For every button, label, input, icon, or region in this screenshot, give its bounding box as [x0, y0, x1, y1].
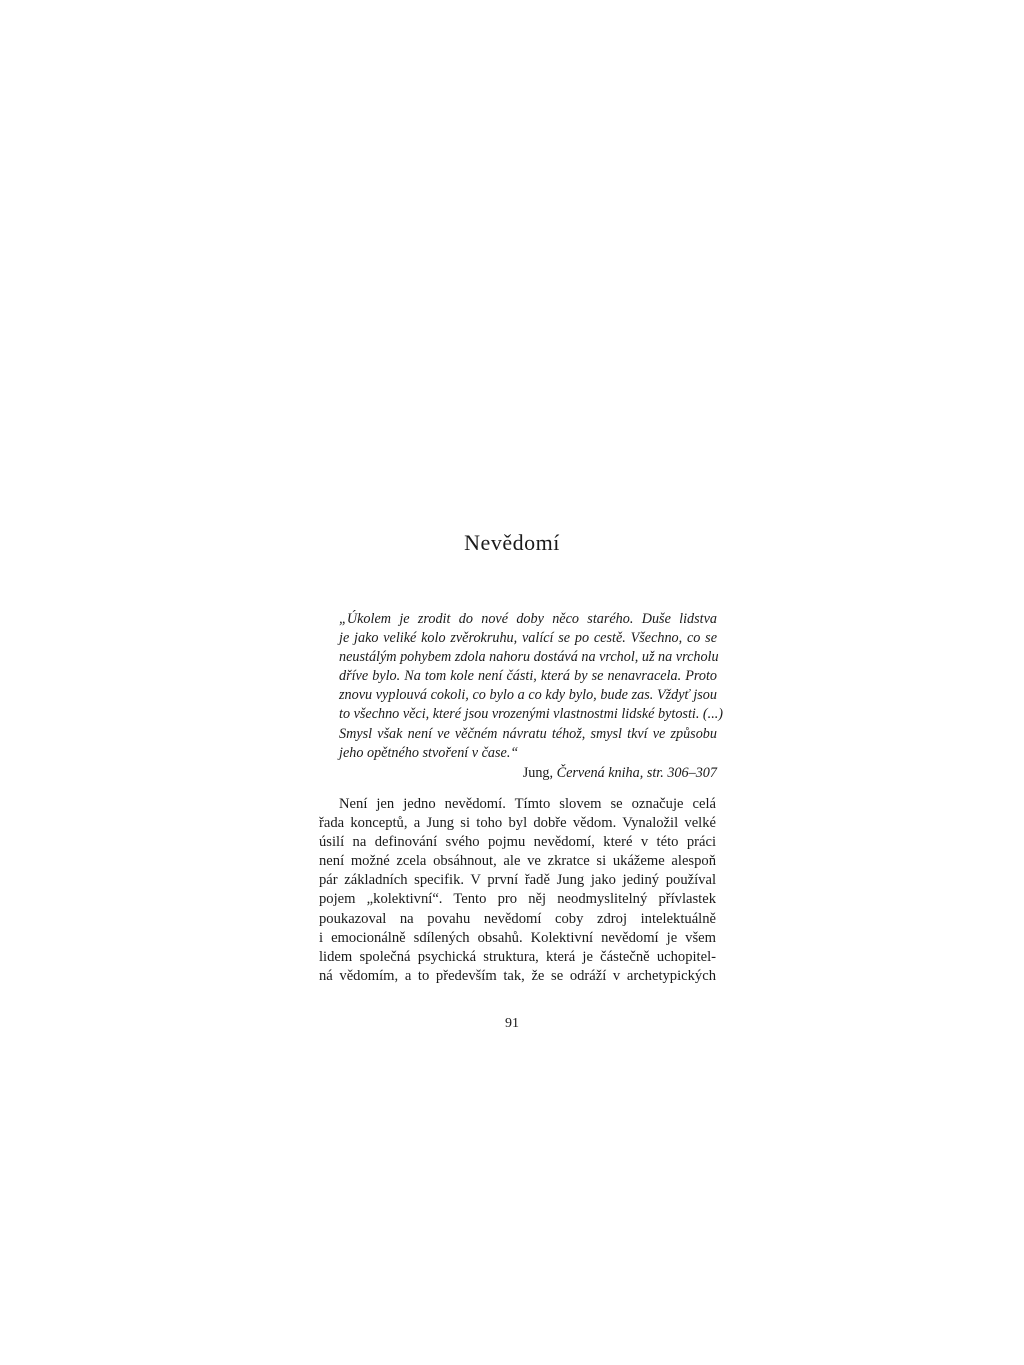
body-line: i emocionálně sdílených obsahů. Kolektivní nevědomí je všem	[319, 929, 716, 946]
body-line: není možné zcela obsáhnout, ale ve zkratce si ukážeme alespoň	[319, 853, 716, 870]
epigraph-attribution	[339, 764, 717, 783]
body-line: ná vědomím, a to především tak, že se odráží v archetypických	[319, 967, 716, 984]
body-line: pojem „kolektivní“. Tento pro něj neodmyslitelný přívlastek	[319, 891, 716, 908]
epigraph	[339, 610, 724, 783]
chapter-title: Nevědomí	[464, 530, 560, 555]
epigraph-line: neustálým pohybem zdola nahoru dostává na vrchol, už na vrcholu	[339, 649, 719, 666]
body-line: lidem společná psychická struktura, která je částečně uchopitel-	[319, 948, 716, 965]
body-line: Není jen jedno nevědomí. Tímto slovem se označuje celá	[339, 796, 716, 812]
body-paragraph	[319, 795, 716, 986]
attribution-author: Jung,	[522, 764, 554, 781]
body-line: pár základních specifik. V první řadě Jung jako jediný používal	[319, 872, 716, 889]
epigraph-line: je jako veliké kolo zvěrokruhu, valící se po cestě. Všechno, co se	[339, 630, 717, 647]
attribution-source: Červená kniha, str. 306–307	[556, 764, 717, 781]
epigraph-line: dříve bylo. Na tom kole není části, která by se nenavracela. Proto	[339, 668, 717, 685]
epigraph-line: znovu vyplouvá cokoli, co bylo a co kdy bylo, bude zas. Vždyť jsou	[339, 687, 717, 704]
body-line: poukazoval na povahu nevědomí coby zdroj intelektuálně	[319, 910, 716, 927]
epigraph-line: to všechno věci, které jsou vrozenými vlastnostmi lidské bytosti. (...)	[339, 706, 724, 723]
epigraph-line: Smysl však není ve věčném návratu téhož, smysl tkví ve způsobu	[339, 725, 717, 742]
epigraph-line: jeho opětného stvoření v čase.“	[339, 744, 519, 761]
body-line: řada konceptů, a Jung si toho byl dobře vědom. Vynaložil velké	[319, 815, 716, 832]
epigraph-line: „Úkolem je zrodit do nové doby něco starého. Duše lidstva	[339, 611, 717, 627]
body-line: úsilí na definování svého pojmu nevědomí, které v této práci	[319, 834, 716, 851]
page-number: 91	[505, 1016, 519, 1031]
